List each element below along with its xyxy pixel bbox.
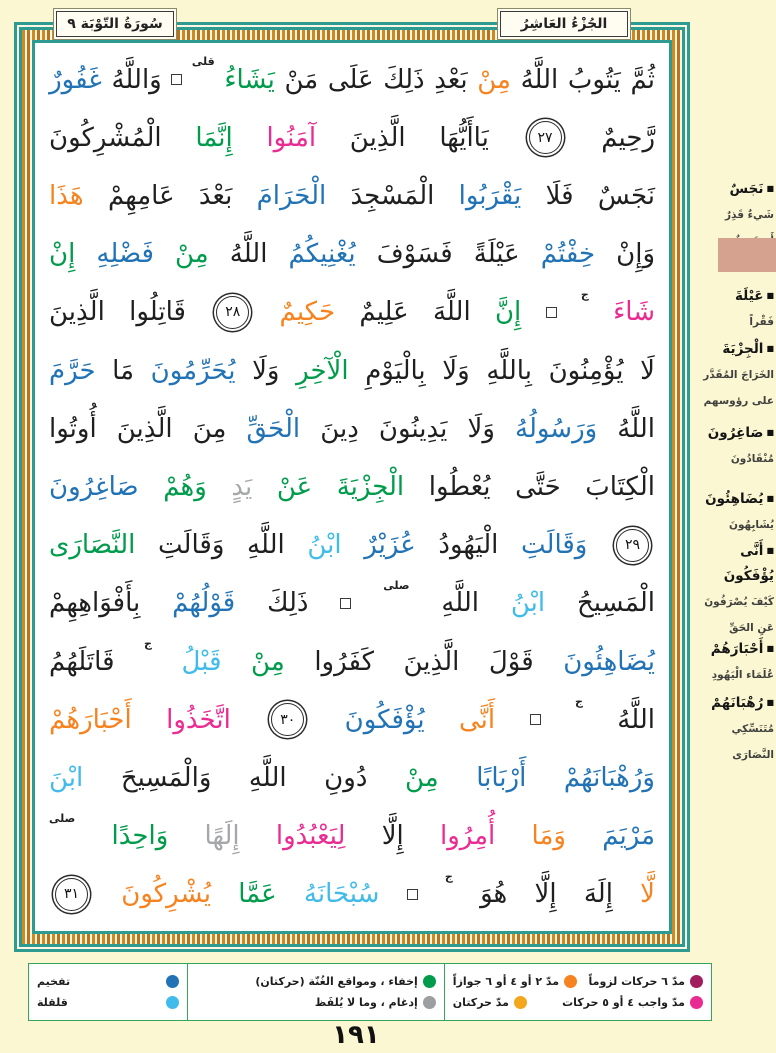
quran-word: رَّحِيمٌ [601, 122, 655, 153]
quran-word: ذَلِكَ [267, 588, 309, 619]
stop-mark: ج [574, 695, 583, 709]
quran-word: يُشْرِكُونَ [121, 879, 211, 910]
margin-note-definition: شَيءٌ قَذِرٌ [725, 209, 774, 221]
bullet-square-icon: ■ [766, 494, 774, 503]
quran-word: اللَّهِ [248, 762, 287, 793]
legend-color-dot-icon [166, 996, 179, 1009]
quran-word: وَقَالَتِ [158, 530, 225, 561]
stop-square-mark [407, 889, 418, 900]
quran-line [49, 109, 655, 166]
quran-text-area [35, 43, 669, 931]
quran-line [49, 284, 655, 341]
quran-word: الْيَهُودُ [438, 530, 499, 561]
quran-word: يُغْنِيكُمُ [288, 239, 356, 270]
margin-note-definition: على رؤوسهم [703, 395, 774, 407]
bullet-square-icon: ■ [766, 644, 774, 653]
quran-word: يَاأَيُّهَا [439, 122, 489, 153]
quran-word: إِلَّا [381, 821, 404, 852]
tajweed-legend [28, 963, 712, 1021]
quran-word: عَنْ [276, 471, 313, 502]
quran-word: إِنْ [49, 239, 76, 270]
quran-line [49, 633, 655, 690]
quran-word: وَاللَّهُ [111, 64, 162, 95]
legend-row [37, 975, 179, 988]
bullet-square-icon: ■ [766, 344, 774, 353]
quran-word: الْمَسْجِدَ [350, 180, 435, 211]
quran-word: فَسَوْفَ [376, 239, 453, 270]
margin-note-definition: مُتَنَسِّكِي [731, 723, 774, 735]
quran-word: ابْنَ [49, 762, 84, 793]
quran-word: شَاءَ [613, 297, 655, 328]
margin-note-word: ■أَحْبَارَهُمْ [710, 641, 774, 657]
margin-note-word: ■صَاغِرُونَ [707, 425, 774, 441]
quran-word: الْمُشْرِكُونَ [49, 122, 162, 153]
quran-word: الَّذِينَ [403, 646, 460, 677]
quran-word: حَكِيمٌ [279, 297, 336, 328]
quran-word: خِفْتُمْ [540, 239, 596, 270]
stop-mark: ج [444, 869, 453, 883]
surah-title: سُورَةُ التّوْبَة ٩ [67, 16, 163, 32]
stop-mark: صلى [49, 811, 76, 825]
stop-square-mark [530, 714, 541, 725]
quran-word: اللَّهِ [247, 530, 285, 561]
quran-word: اللَّهُ [617, 413, 655, 444]
quran-word: عَلِيمٌ [359, 297, 409, 328]
quran-word: لَّا [640, 879, 655, 910]
quran-word: الْآخِرِ [296, 355, 349, 386]
margin-note-word: ■الْجِزْيَةَ [722, 341, 774, 357]
quran-word: الَّذِينَ [349, 122, 406, 153]
quran-word: إِلَّا [534, 879, 557, 910]
stop-mark: ج [144, 637, 152, 651]
quran-word: قَوْلَ [488, 646, 534, 677]
legend-row [196, 996, 436, 1009]
margin-note [696, 690, 774, 768]
quran-word: عَيْلَةً [473, 239, 520, 270]
margin-note-word: ■نَجَسٌ [729, 181, 774, 197]
quran-word: وَرُهْبَانَهُمْ [563, 762, 655, 793]
verse-marker: ٢٩ [616, 529, 649, 562]
quran-word: اتَّخَذُوا [166, 704, 231, 735]
quran-word: الْجِزْيَةَ [336, 471, 405, 502]
quran-word: يَدٍ [231, 471, 253, 502]
quran-word: وَهُمْ [163, 471, 207, 502]
legend-entry [37, 996, 179, 1009]
legend-entry [315, 996, 436, 1009]
quran-word: يَشَاءُ [224, 64, 275, 95]
margin-note [696, 283, 774, 335]
quran-word: عَامِهِمْ [107, 180, 175, 211]
quran-word: أَنَّى [459, 704, 496, 735]
quran-word: الَّذِينَ [116, 413, 173, 444]
margin-notes [694, 0, 776, 1053]
page-number: ١٩١ [332, 1020, 380, 1050]
quran-word: الْكِتَابَ [585, 471, 655, 502]
legend-entry [453, 996, 527, 1009]
quran-line [49, 691, 655, 748]
legend-color-dot-icon [166, 975, 179, 988]
quran-word: كَفَرُوا [314, 646, 374, 677]
quran-word: وَرَسُولُهُ [515, 413, 598, 444]
verse-marker: ٣١ [55, 878, 88, 911]
quran-word: آمَنُوا [266, 122, 317, 153]
bullet-square-icon: ■ [766, 184, 774, 193]
quran-word: وَاحِدًا [111, 821, 169, 852]
frame-ornament-band [22, 30, 682, 944]
margin-note [696, 538, 774, 641]
quran-word: بِاللَّهِ [486, 355, 532, 386]
quran-word: مِنْ [477, 64, 511, 95]
quran-word: وَمَا [531, 821, 566, 852]
quran-word: قَاتِلُوا [129, 297, 186, 328]
quran-word: وَلَا [252, 355, 280, 386]
quran-word: ذَلِكَ [383, 64, 425, 95]
quran-word: فَضْلِهِ [96, 239, 154, 270]
margin-note-definition: فَقْراً [749, 316, 774, 328]
quran-line [49, 400, 655, 457]
quran-word: نَجَسٌ [597, 180, 655, 211]
quran-word: سُبْحَانَهُ [303, 879, 380, 910]
quran-word: مَا [112, 355, 134, 386]
quran-word: مِنْ [251, 646, 285, 677]
quran-word: يُضَاهِئُونَ [563, 646, 655, 677]
quran-word: ابْنُ [307, 530, 342, 561]
margin-note-word: ■أَنَّى يُؤْفَكُونَ [723, 543, 774, 584]
quran-word: عَلَى [327, 64, 374, 95]
margin-note-definition: يُشَابِهُونَ [729, 519, 774, 531]
quran-word: هَذَا [49, 180, 84, 211]
quran-word: إِنَّ [494, 297, 522, 328]
quran-word: عَمَّا [238, 879, 277, 910]
margin-note-word: ■رُهْبَانَهُمْ [711, 695, 774, 711]
quran-word: اللَّهُ [617, 704, 655, 735]
margin-note-word: ■يُضَاهِئُونَ [705, 491, 774, 507]
stop-square-mark [171, 74, 182, 85]
quran-line [49, 458, 655, 515]
legend-label: تفخيم [37, 974, 71, 988]
legend-color-dot-icon [423, 975, 436, 988]
ornamental-frame [14, 22, 690, 952]
quran-word: النَّصَارَى [49, 530, 136, 561]
quran-word: إِلَهَ [583, 879, 613, 910]
margin-note-definition: عَنِ الحَقِّ [729, 622, 774, 634]
quran-word: ابْنُ [510, 588, 546, 619]
quran-word: وَقَالَتِ [521, 530, 588, 561]
quran-word: يُعْطُوا [428, 471, 491, 502]
quran-line [49, 51, 655, 108]
stop-mark: قلى [191, 55, 215, 68]
quran-word: أَرْبَابًا [476, 762, 527, 793]
bullet-square-icon: ■ [766, 428, 774, 437]
quran-word: لِيَعْبُدُوا [275, 821, 346, 852]
quran-word: الْمَسِيحُ [577, 588, 655, 619]
margin-note-definition: عُلَمَاء الْيَهُودِ [711, 669, 774, 681]
surah-title-box [56, 11, 174, 37]
legend-color-dot-icon [514, 996, 527, 1009]
legend-entry [562, 996, 703, 1009]
quran-word: ثُمَّ [630, 64, 655, 95]
quran-word: حَتَّى [515, 471, 561, 502]
quran-word: مِنَ [192, 413, 227, 444]
quran-line [49, 575, 655, 632]
quran-word: قَاتَلَهُمُ [49, 646, 115, 677]
margin-note-definition: مُنْقَادُونَ [730, 453, 774, 465]
quran-word: وَإِنْ [616, 239, 655, 270]
quran-line [49, 342, 655, 399]
quran-word: أَحْبَارَهُمْ [49, 704, 132, 735]
legend-row [453, 996, 703, 1009]
margin-color-swatch-block [718, 238, 776, 272]
legend-label: إدغام ، وما لا يُلفَظ [314, 996, 418, 1010]
legend-label: مدّ ٢ أو ٤ أو ٦ جوازاً [452, 974, 560, 988]
quran-word: هُوَ [480, 879, 508, 910]
quran-word: إِنَّمَا [195, 122, 233, 153]
legend-row [453, 975, 703, 988]
legend-label: قلقلة [37, 996, 68, 1010]
quran-word: الَّذِينَ [49, 297, 105, 328]
quran-word: اللَّهُ [520, 64, 559, 95]
quran-word: الْحَقِّ [246, 413, 301, 444]
legend-row [37, 996, 179, 1009]
quran-line [49, 226, 655, 283]
quran-word: لَا [640, 355, 655, 386]
stop-mark: صلى [383, 578, 410, 592]
quran-word: يُؤْفَكُونَ [344, 704, 425, 735]
legend-label: إخفاء ، ومواقع الغُنّة (حركتان) [255, 974, 418, 988]
stop-square-mark [340, 598, 351, 609]
margin-note [696, 336, 774, 414]
quran-word: مَنْ [284, 64, 319, 95]
quran-word: قَوْلُهُمْ [172, 588, 236, 619]
bullet-square-icon: ■ [766, 698, 774, 707]
juz-title: الجُزْءُ العَاشِرُ [520, 16, 608, 32]
quran-word: وَالْمَسِيحَ [120, 762, 212, 793]
quran-line [49, 808, 655, 865]
verse-marker: ٣٠ [271, 703, 304, 736]
quran-line [49, 866, 655, 923]
quran-word: قَبْلُ [181, 646, 222, 677]
quran-word: بِأَفْوَاهِهِمْ [49, 588, 141, 619]
legend-row [196, 975, 436, 988]
quran-word: دِينَ [320, 413, 359, 444]
legend-entry [453, 975, 577, 988]
quran-word: وَلَا [467, 413, 495, 444]
verse-marker: ٢٧ [529, 121, 562, 154]
quran-line [49, 167, 655, 224]
quran-word: مَرْيَمَ [602, 821, 655, 852]
stop-square-mark [546, 307, 557, 318]
margin-note [696, 636, 774, 688]
legend-section [187, 964, 444, 1020]
legend-entry [255, 975, 435, 988]
margin-note-definition: الخَرَاجَ المُقَدَّر [703, 369, 774, 381]
margin-note-definition: كَيْفَ يُصْرَفُونَ [704, 596, 774, 608]
legend-color-dot-icon [564, 975, 577, 988]
legend-section [444, 964, 711, 1020]
legend-color-dot-icon [690, 975, 703, 988]
quran-word: فَلَا [545, 180, 574, 211]
quran-lines [47, 45, 657, 929]
quran-word: صَاغِرُونَ [49, 471, 139, 502]
quran-word: اللَّهُ [229, 239, 268, 270]
legend-section [29, 964, 187, 1020]
quran-line [49, 749, 655, 806]
quran-word: حَرَّمَ [49, 355, 96, 386]
quran-word: الْحَرَامَ [256, 180, 327, 211]
quran-word: يُؤْمِنُونَ [548, 355, 624, 386]
juz-title-box [500, 11, 628, 37]
margin-note [696, 420, 774, 472]
quran-word: يَتُوبُ [567, 64, 621, 95]
quran-word: أُمِرُوا [440, 821, 496, 852]
legend-color-dot-icon [690, 996, 703, 1009]
quran-word: إِلَهًا [204, 821, 240, 852]
quran-word: عُزَيْرٌ [364, 530, 416, 561]
quran-word: يَقْرَبُوا [458, 180, 522, 211]
quran-word: غَفُورٌ [49, 64, 102, 95]
margin-note-word: ■عَيْلَةَ [735, 288, 774, 304]
quran-word: بَعْدِ [434, 64, 468, 95]
bullet-square-icon: ■ [766, 546, 774, 555]
stop-mark: ج [580, 287, 589, 301]
quran-word: اللَّهَ [432, 297, 471, 328]
quran-word: مِنْ [404, 762, 439, 793]
quran-word: مِنْ [174, 239, 209, 270]
quran-word: أُوتُوا [49, 413, 97, 444]
quran-word: بَعْدَ [198, 180, 233, 211]
legend-label: مدّ واجب ٤ أو ٥ حركات [562, 996, 685, 1010]
quran-word: يَدِينُونَ [378, 413, 448, 444]
legend-color-dot-icon [423, 996, 436, 1009]
quran-word: دُونِ [324, 762, 368, 793]
margin-note [696, 486, 774, 538]
legend-entry [37, 975, 179, 988]
quran-word: وَلَا [442, 355, 470, 386]
quran-word: بِالْيَوْمِ [365, 355, 426, 386]
verse-marker: ٢٨ [216, 296, 249, 329]
legend-entry [589, 975, 703, 988]
quran-word: اللَّهِ [441, 588, 480, 619]
bullet-square-icon: ■ [766, 291, 774, 300]
legend-label: مدّ ٦ حركات لزوماً [588, 974, 685, 988]
quran-word: يُحَرِّمُونَ [150, 355, 236, 386]
legend-label: مدّ حركتان [452, 996, 509, 1010]
margin-note-definition: النَّصَارَى [732, 749, 774, 761]
quran-line [49, 517, 655, 574]
